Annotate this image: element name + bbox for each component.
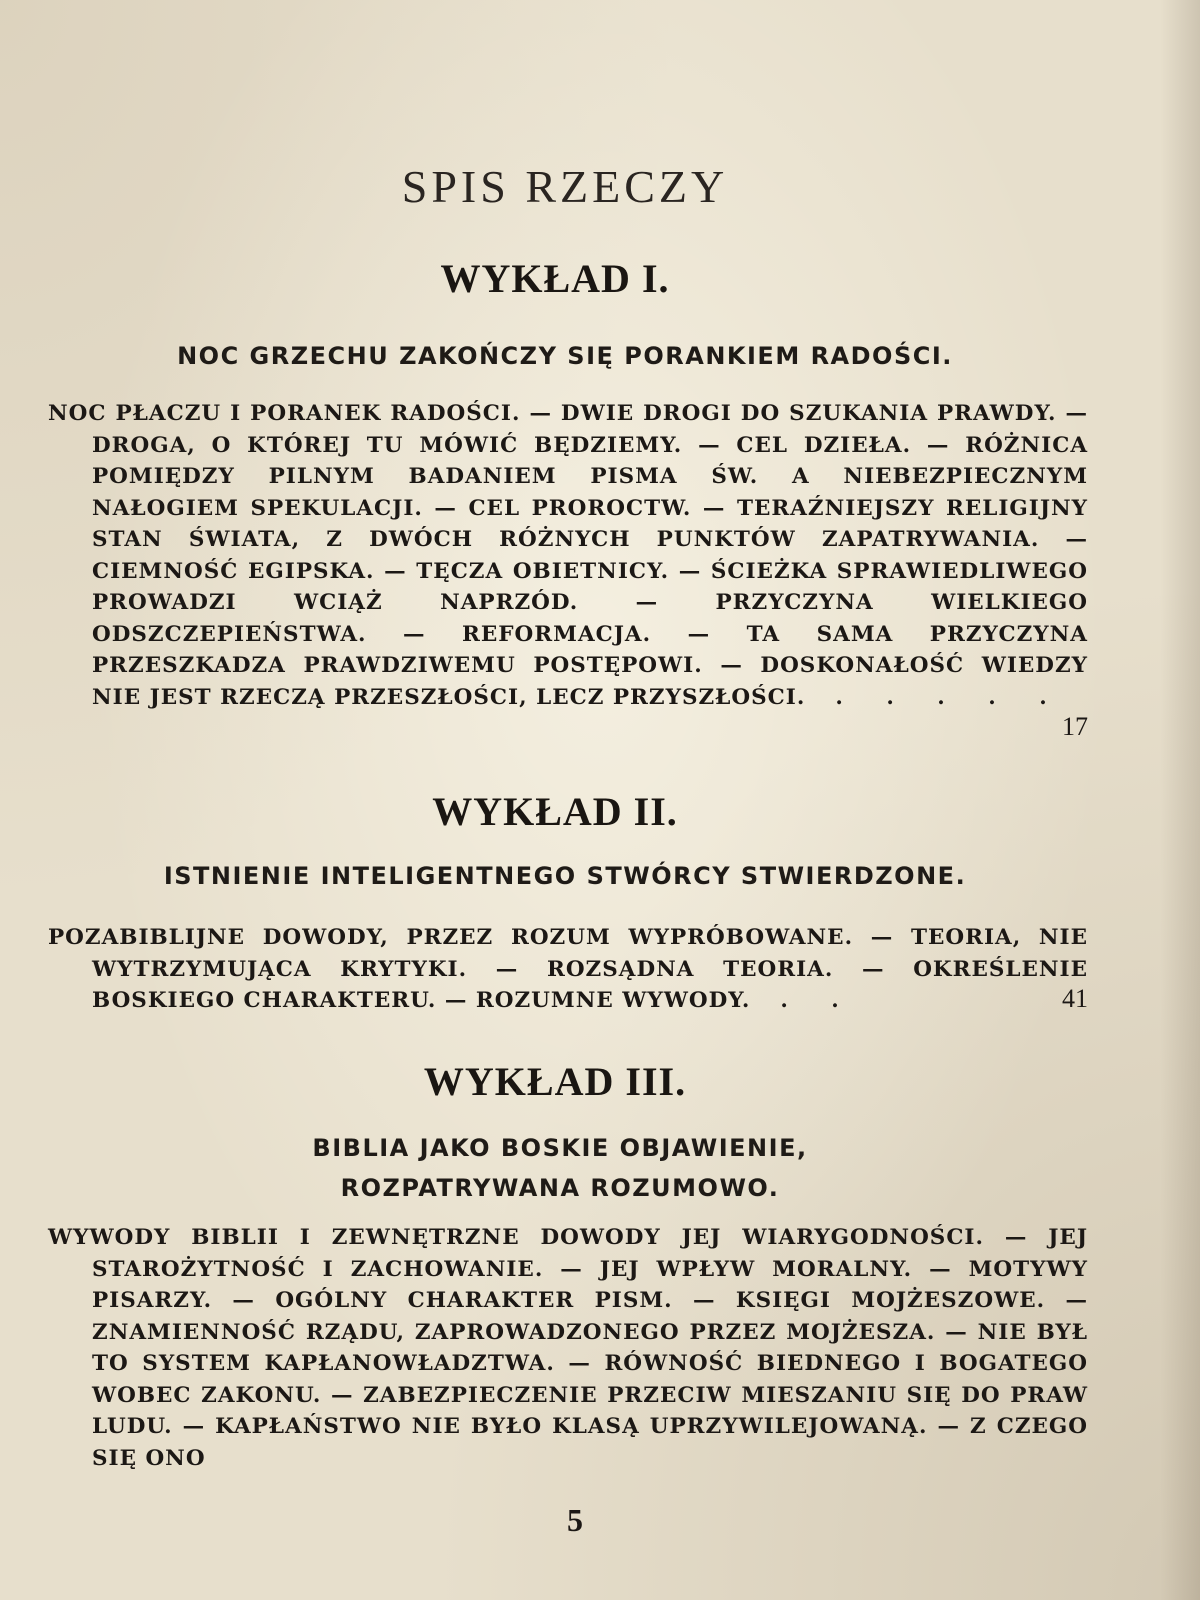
lecture-heading-1: WYKŁAD I. xyxy=(440,256,670,301)
lecture-summary-text: WYWODY BIBLII I ZEWNĘTRZNE DOWODY JEJ WIARYGODNOŚCI. — JEJ STAROŻYTNOŚĆ I ZACHOWANIE. — JEJ WPŁYW MORALNY. — MOTYWY PISARZY. — OGÓLNY CHARAKTER PISM. — KSIĘGI MOJŻESZOWE. — ZNAMIENNOŚĆ RZĄDU, ZAPROWADZONEGO PRZEZ MOJŻESZA. — NIE BYŁ TO SYSTEM KAPŁANOWŁADZTWA. — RÓWNOŚĆ BIEDNEGO I BOGATEGO WOBEC ZAKONU. — ZABEZPIECZENIE PRZECIW MIESZANIU SIĘ DO PRAW LUDU. — KAPŁAŃSTWO NIE BYŁO KLASĄ UPRZYWILEJOWANĄ. — Z CZEGO SIĘ ONO xyxy=(48,1225,1088,1471)
lecture-summary-1 xyxy=(48,398,1088,743)
lecture-subtitle-2: ISTNIENIE INTELIGENTNEGO STWÓRCY STWIERDZONE. xyxy=(163,862,967,890)
lecture-summary-2 xyxy=(48,922,1088,1017)
page-number: 5 xyxy=(567,1502,583,1538)
lecture-subtitle-3: BIBLIA JAKO BOSKIE OBJAWIENIE, ROZPATRYWANA ROZUMOWO. xyxy=(312,1134,808,1202)
lecture-summary-text: NOC PŁACZU I PORANEK RADOŚCI. — DWIE DROGI DO SZUKANIA PRAWDY. — DROGA, O KTÓREJ TU MÓWIĆ BĘDZIEMY. — CEL DZIEŁA. — RÓŻNICA POMIĘDZY PILNYM BADANIEM PISMA ŚW. A NIEBEZPIECZNYM NAŁOGIEM SPEKULACJI. — CEL PROROCTW. — TERAŹNIEJSZY RELIGIJNY STAN ŚWIATA, Z DWÓCH RÓŻNYCH PUNKTÓW ZAPATRYWANIA. — CIEMNOŚĆ EGIPSKA. — TĘCZA OBIETNICY. — ŚCIEŻKA SPRAWIEDLIWEGO PROWADZI WCIĄŻ NAPRZÓD. — PRZYCZYNA WIELKIEGO ODSZCZEPIEŃSTWA. — REFORMACJA. — TA SAMA PRZYCZYNA PRZESZKADZA PRAWDZIWEMU POSTĘPOWI. — DOSKONAŁOŚĆ WIEDZY NIE JEST RZECZĄ PRZESZŁOŚCI, LECZ PRZYSZŁOŚCI. xyxy=(48,401,1088,710)
page-edge-shadow xyxy=(1160,0,1200,1600)
page-reference: 41 xyxy=(1062,984,1088,1013)
lecture-heading-2: WYKŁAD II. xyxy=(432,789,678,834)
lecture-subtitle-1: NOC GRZECHU ZAKOŃCZY SIĘ PORANKIEM RADOŚCI. xyxy=(177,342,953,370)
lecture-heading-3: WYKŁAD III. xyxy=(423,1059,687,1104)
lecture-summary-3 xyxy=(48,1222,1088,1474)
page-reference: 17 xyxy=(1062,712,1088,741)
dot-leader: . . xyxy=(780,988,857,1013)
page-title: SPIS RZECZY xyxy=(401,161,729,212)
dot-leader: . . . . . xyxy=(835,684,1065,710)
lecture-summary-text: POZABIBLIJNE DOWODY, PRZEZ ROZUM WYPRÓBOWANE. — TEORIA, NIE WYTRZYMUJĄCA KRYTYKI. — ROZSĄDNA TEORIA. — OKREŚLENIE BOSKIEGO CHARAKTERU. — ROZUMNE WYWODY. xyxy=(48,925,1088,1013)
